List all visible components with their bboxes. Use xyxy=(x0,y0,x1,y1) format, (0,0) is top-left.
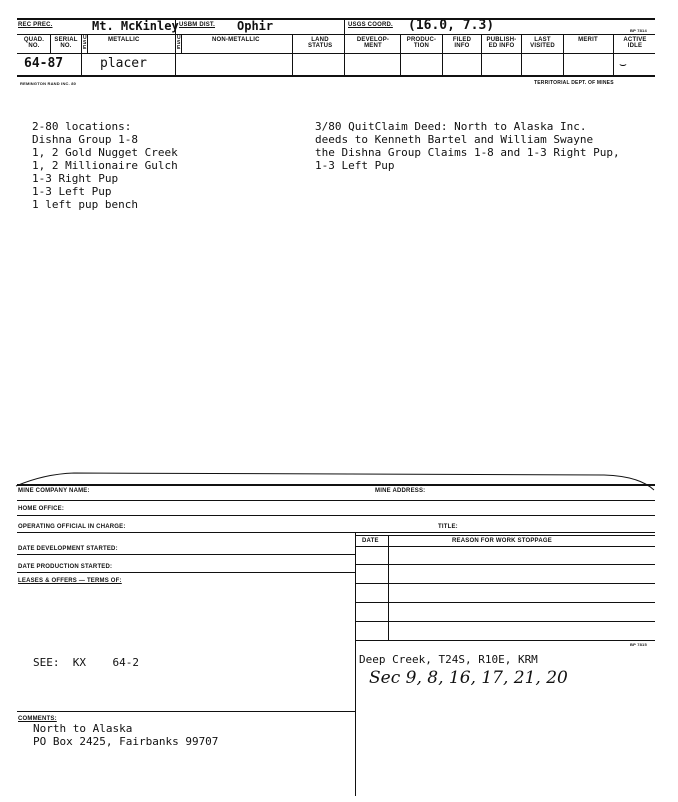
development-label: DEVELOP-MENT xyxy=(356,37,390,49)
date-development-started-label: DATE DEVELOPMENT STARTED: xyxy=(18,546,118,552)
operating-official-label: OPERATING OFFICIAL IN CHARGE: xyxy=(18,524,126,530)
comments-text xyxy=(33,722,218,748)
last-visited-label: LAST VISITED xyxy=(530,37,555,49)
locations-list xyxy=(32,120,178,211)
comments-label: COMMENTS: xyxy=(18,716,57,722)
see-reference: SEE: KX 64-2 xyxy=(33,656,139,669)
deed-note xyxy=(315,120,620,172)
reason-column-label: REASON FOR WORK STOPPAGE xyxy=(452,538,552,544)
use-label-metallic: U S E xyxy=(83,35,87,51)
printer-note: REMINGTON RAND INC. 80 xyxy=(20,81,77,86)
quad-no-label: QUAD. NO. xyxy=(23,37,45,49)
header-mid-rule xyxy=(17,34,655,35)
usbm-dist-label: USBM DIST. xyxy=(179,22,216,28)
title-label: TITLE: xyxy=(438,524,458,530)
locations-line: 1, 2 Millionaire Gulch xyxy=(32,159,178,172)
use-label-nonmetallic: U S E xyxy=(177,35,181,51)
dept-note: TERRITORIAL DEPT. OF MINES xyxy=(534,80,614,86)
form-number: BP 7814 xyxy=(630,28,647,33)
published-info-label: PUBLISH-ED INFO xyxy=(486,37,517,49)
quadrangle-value: Mt. McKinley xyxy=(92,19,179,33)
active-idle-label: ACTIVE IDLE xyxy=(623,37,647,49)
date-column-label: DATE xyxy=(362,538,379,544)
locations-line: 1 left pup bench xyxy=(32,198,138,211)
leases-offers-label: LEASES & OFFERS — TERMS OF: xyxy=(18,578,122,584)
locations-line: 1-3 Left Pup xyxy=(32,185,112,198)
rec-prec-label: REC PREC. xyxy=(18,22,53,28)
filed-info-label: FILED INFO xyxy=(452,37,472,49)
sections-handwritten: Sec 9, 8, 16, 17, 21, 20 xyxy=(369,668,568,688)
home-office-label: HOME OFFICE: xyxy=(18,506,65,512)
usgs-coord-label: USGS COORD. xyxy=(348,22,393,28)
deed-line: deeds to Kenneth Bartel and William Swayne xyxy=(315,133,594,146)
usbm-dist-value: Ophir xyxy=(237,19,274,33)
locations-line: 1-3 Right Pup xyxy=(32,172,119,185)
land-status-label: LAND STATUS xyxy=(308,37,333,49)
production-label: PRODUC-TION xyxy=(406,37,437,49)
merit-label: MERIT xyxy=(578,37,598,43)
locations-line: 1, 2 Gold Nugget Creek xyxy=(32,146,178,159)
card-number: 64-87 xyxy=(24,56,64,71)
locations-line: 2-80 locations: xyxy=(32,120,132,133)
serial-no-label: SERIAL NO. xyxy=(54,37,78,49)
active-idle-mark: ⌣ xyxy=(619,57,627,71)
comments-line: North to Alaska xyxy=(33,722,133,735)
header-bottom-rule xyxy=(17,75,655,77)
deed-line: 3/80 QuitClaim Deed: North to Alaska Inc. xyxy=(315,120,587,133)
mine-address-label: MINE ADDRESS: xyxy=(375,488,426,494)
mine-company-name-label: MINE COMPANY NAME: xyxy=(18,488,90,494)
nonmetallic-label: NON-METALLIC xyxy=(212,37,260,43)
deposit-type: placer xyxy=(100,56,147,71)
locations-line: Dishna Group 1-8 xyxy=(32,133,138,146)
date-production-started-label: DATE PRODUCTION STARTED: xyxy=(18,564,113,570)
metallic-label: METALLIC xyxy=(108,37,140,43)
deed-line: 1-3 Left Pup xyxy=(315,159,395,172)
bottom-form-number: BP 7815 xyxy=(630,642,647,647)
form-top-edge xyxy=(14,466,659,492)
deed-line: the Dishna Group Claims 1-8 and 1-3 Right Pup, xyxy=(315,146,620,159)
header-sub-rule xyxy=(17,53,655,54)
location-text: Deep Creek, T24S, R10E, KRM xyxy=(359,653,538,666)
usgs-coord-value: (16.0, 7.3) xyxy=(408,18,495,33)
comments-line: PO Box 2425, Fairbanks 99707 xyxy=(33,735,219,748)
